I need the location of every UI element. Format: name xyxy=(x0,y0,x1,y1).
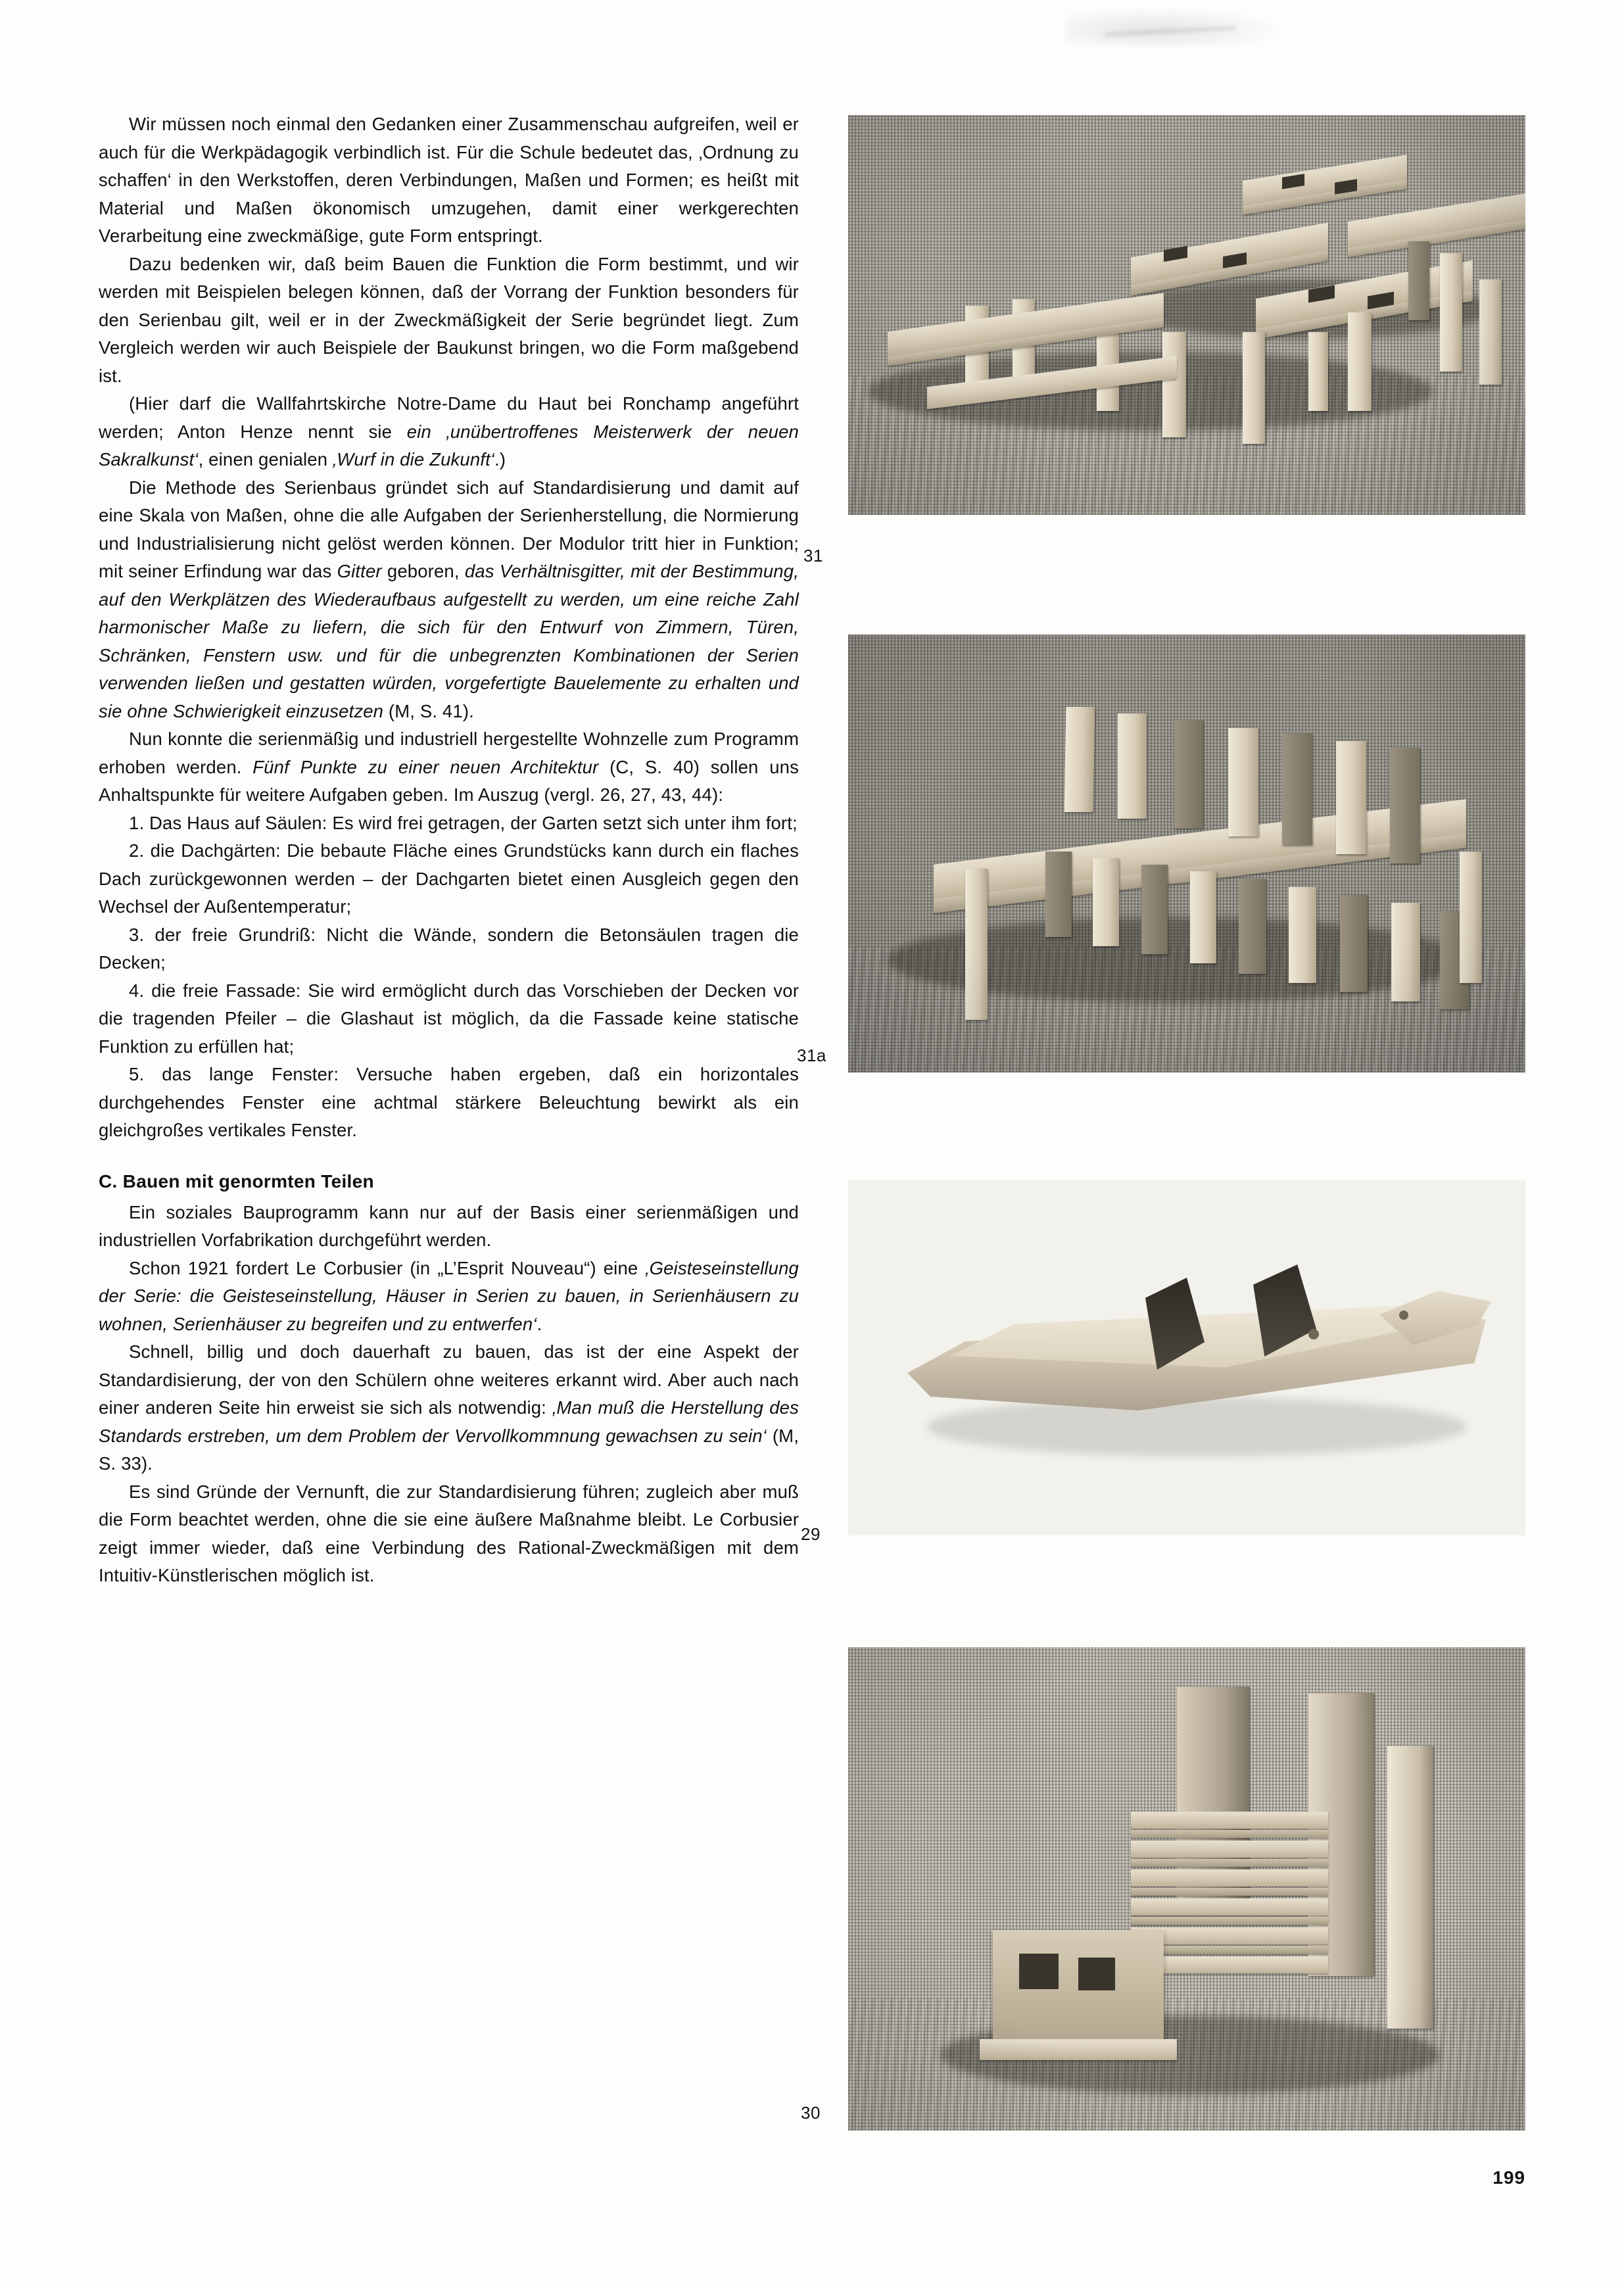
model-block xyxy=(1174,720,1203,829)
numbered-point-1: 1. Das Haus auf Säulen: Es wird frei getragen, der Garten setzt sich unter ihm fort; xyxy=(129,812,798,833)
model-opening xyxy=(1078,1958,1115,1990)
model-block xyxy=(1391,903,1420,1001)
figure-30-photo xyxy=(848,1647,1525,2131)
paragraph-4 xyxy=(99,474,799,726)
model-base-box xyxy=(993,1930,1164,2042)
model-post xyxy=(1408,241,1429,320)
model-post xyxy=(1243,332,1265,444)
model-block xyxy=(1336,741,1366,854)
model-slat xyxy=(1131,1898,1328,1915)
figure-31-photo xyxy=(848,115,1525,515)
page-number: 199 xyxy=(1493,2167,1525,2188)
p5-text-2: (C, S. 40) sollen uns Anhaltspunkte für weitere Aufgaben geben. Im Auszug (vergl. 26, 27, 43, 44): xyxy=(99,756,799,805)
model-block xyxy=(1045,852,1072,937)
p7-text-1: Schnell, billig und doch dauerhaft zu bauen, das ist der eine Aspekt der Standardisierung, der von den Schülern ohne weiteres erkannt wird. Aber auch nach einer anderen Seite hin erweist sie sich als notwendig: xyxy=(99,1341,799,1418)
model-block xyxy=(1340,895,1368,992)
p6-italic-1: ‚Geisteseinstellung der Serie: die Geisteseinstellung, Häuser in Serien zu bauen, in Serienhäusern zu wohnen, Serienhäuser zu begreifen und zu entwerfen‘ xyxy=(99,1257,799,1334)
p6-text-1: Schon 1921 fordert Le Corbusier (in „L’Esprit Nouveau“) eine xyxy=(129,1257,646,1278)
figure-31a-photo xyxy=(848,635,1525,1072)
figure-30-caption: 30 xyxy=(801,2103,821,2123)
figure-29-photo xyxy=(848,1180,1525,1535)
p4-italic-2: das Verhältnisgitter, mit der Bestimmung, auf den Werkplätzen des Wiederaufbaus aufgestellt zu werden, um eine reiche Zahl harmonischer Maße zu liefern, die sich für den Entwurf von Zimmern, Türen, Schränken, Fenstern usw. und für die unbegrenzten Kombinationen der Serien verwenden ließen und gestatten würden, vorgefertigte Bauelemente zu erhalten und sie ohne Schwierigkeit einzusetzen xyxy=(99,561,799,721)
paragraph-3 xyxy=(99,390,799,474)
paragraph-5 xyxy=(99,725,799,809)
model-opening xyxy=(1019,1954,1059,1989)
section-heading-c: C. Bauen mit genormten Teilen xyxy=(99,1170,374,1192)
p4-text-3: (M, S. 41). xyxy=(383,700,474,721)
p3-text-2: , einen genialen xyxy=(198,449,333,469)
object-shadow xyxy=(927,1397,1466,1456)
numbered-point-3: 3. der freie Grundriß: Nicht die Wände, sondern die Betonsäulen tragen die Decken; xyxy=(99,924,799,973)
model-leg xyxy=(1460,852,1482,983)
model-block xyxy=(1390,748,1420,863)
text-column xyxy=(99,110,799,1590)
p3-italic-2: ‚Wurf in die Zukunft‘ xyxy=(332,449,495,469)
model-slat-shadow xyxy=(1131,1830,1328,1838)
model-slat-shadow xyxy=(1131,1917,1328,1925)
p3-text-3: .) xyxy=(494,449,506,469)
p7-text-2: (M, S. 33). xyxy=(99,1425,799,1474)
numbered-point-5: 5. das lange Fenster: Versuche haben ergeben, daß ein horizontales durchgehendes Fenster eine achtmal stärkere Beleuchtung bewirkt als ein gleichgroßes vertikales Fenster. xyxy=(99,1064,799,1140)
model-slat xyxy=(1131,1869,1328,1887)
model-block xyxy=(1289,887,1316,983)
model-block xyxy=(1239,879,1266,974)
p6-text-2: . xyxy=(537,1313,542,1334)
paragraph-7 xyxy=(99,1338,799,1478)
model-post xyxy=(1479,279,1502,385)
figure-29-caption: 29 xyxy=(801,1524,821,1544)
numbered-point-4: 4. die freie Fassade: Sie wird ermöglicht durch das Vorschieben der Decken vor die tragenden Pfeiler – die Glashaut ist möglich, da die Fassade keine statische Funktion zu erfüllen hat; xyxy=(99,980,799,1057)
figure-31-caption: 31 xyxy=(803,546,823,566)
model-block xyxy=(1190,871,1216,963)
scan-artifact xyxy=(1065,7,1289,46)
p3-text-1: (Hier darf die Wallfahrtskirche Notre-Dame du Haut bei Ronchamp angeführt werden; Anton Henze nennt sie xyxy=(99,393,799,442)
model-post xyxy=(1162,332,1186,437)
paragraph-8: Es sind Gründe der Vernunft, die zur Standardisierung führen; zugleich aber muß die Form beachtet werden, ohne die sie eine äußere Maßnahme bleibt. Le Corbusier zeigt immer wieder, daß eine Verbindung des Rational-Zweckmäßigen mit dem Intuitiv-Künstlerischen möglich ist. xyxy=(99,1481,799,1585)
p4-text-1: Die Methode des Serienbaus gründet sich auf Standardisierung und damit auf eine Skala von Maßen, ohne die alle Aufgaben der Serienherstellung, die Normierung und Industrialisierung nicht gelöst werden können. Der Modulor tritt hier in Funktion; mit seiner Erfindung war das xyxy=(99,477,799,581)
p4-text-2: geboren, xyxy=(381,561,465,581)
p4-italic-1: Gitter xyxy=(337,561,382,581)
model-block xyxy=(1282,733,1312,845)
p5-text-1: Nun konnte die serienmäßig und industriell hergestellte Wohnzelle zum Programm erhoben werden. xyxy=(99,729,799,777)
model-base-plank xyxy=(980,2039,1177,2060)
model-block xyxy=(1228,728,1258,836)
model-slat xyxy=(1131,1812,1328,1829)
model-block xyxy=(1093,858,1119,946)
section-paragraph-1: Ein soziales Bauprogramm kann nur auf der Basis einer serienmäßigen und industriellen Vorfabrikation durchgeführt werden. xyxy=(99,1201,799,1250)
p7-italic-1: ‚Man muß die Herstellung des Standards erstreben, um dem Problem der Vervollkommnung gewachsen zu sein‘ xyxy=(99,1397,799,1446)
model-block xyxy=(1141,865,1168,954)
model-block xyxy=(1064,707,1095,812)
model-slat-shadow xyxy=(1131,1888,1328,1896)
paragraph-6 xyxy=(99,1255,799,1339)
model-slat-shadow xyxy=(1131,1859,1328,1867)
figure-31a-caption: 31a xyxy=(797,1046,826,1065)
model-block xyxy=(1118,713,1147,819)
paragraph-2: Dazu bedenken wir, daß beim Bauen die Funktion die Form bestimmt, und wir werden mit Beispielen belegen können, daß der Vorrang der Funktion besonders für den Serienbau gilt, weil er in der Zweckmäßigkeit der Serie begründet liegt. Zum Vergleich werden wir auch Beispiele der Baukunst bringen, wo die Form maßgebend ist. xyxy=(99,253,799,386)
model-peg xyxy=(1308,1329,1319,1339)
model-post xyxy=(1348,312,1372,411)
p3-italic-1: ein ‚unübertroffenes Meisterwerk der neuen Sakralkunst‘ xyxy=(99,421,799,469)
p5-italic-1: Fünf Punkte zu einer neuen Architektur xyxy=(252,756,599,777)
model-slab xyxy=(1387,1746,1433,2029)
model-post xyxy=(1440,253,1462,372)
model-peg xyxy=(1399,1311,1408,1320)
paragraph-1: Wir müssen noch einmal den Gedanken einer Zusammenschau aufgreifen, weil er auch für die Werkpädagogik verbindlich ist. Für die Schule bedeutet das, ‚Ordnung zu schaffen‘ in den Werkstoffen, deren Verbindungen, Maßen und Formen; es heißt mit Material und Maßen ökonomisch umzugehen, damit einer werkgerechten Verarbeitung eine zweckmäßige, gute Form entspringt. xyxy=(99,114,799,246)
numbered-point-2: 2. die Dachgärten: Die bebaute Fläche eines Grundstücks kann durch ein flaches Dach zurückgewonnen werden – der Dachgarten bietet einen Ausgleich gegen den Wechsel der Außentemperatur; xyxy=(99,840,799,917)
model-leg xyxy=(965,869,988,1020)
model-post xyxy=(1308,332,1328,411)
model-slat xyxy=(1131,1841,1328,1858)
